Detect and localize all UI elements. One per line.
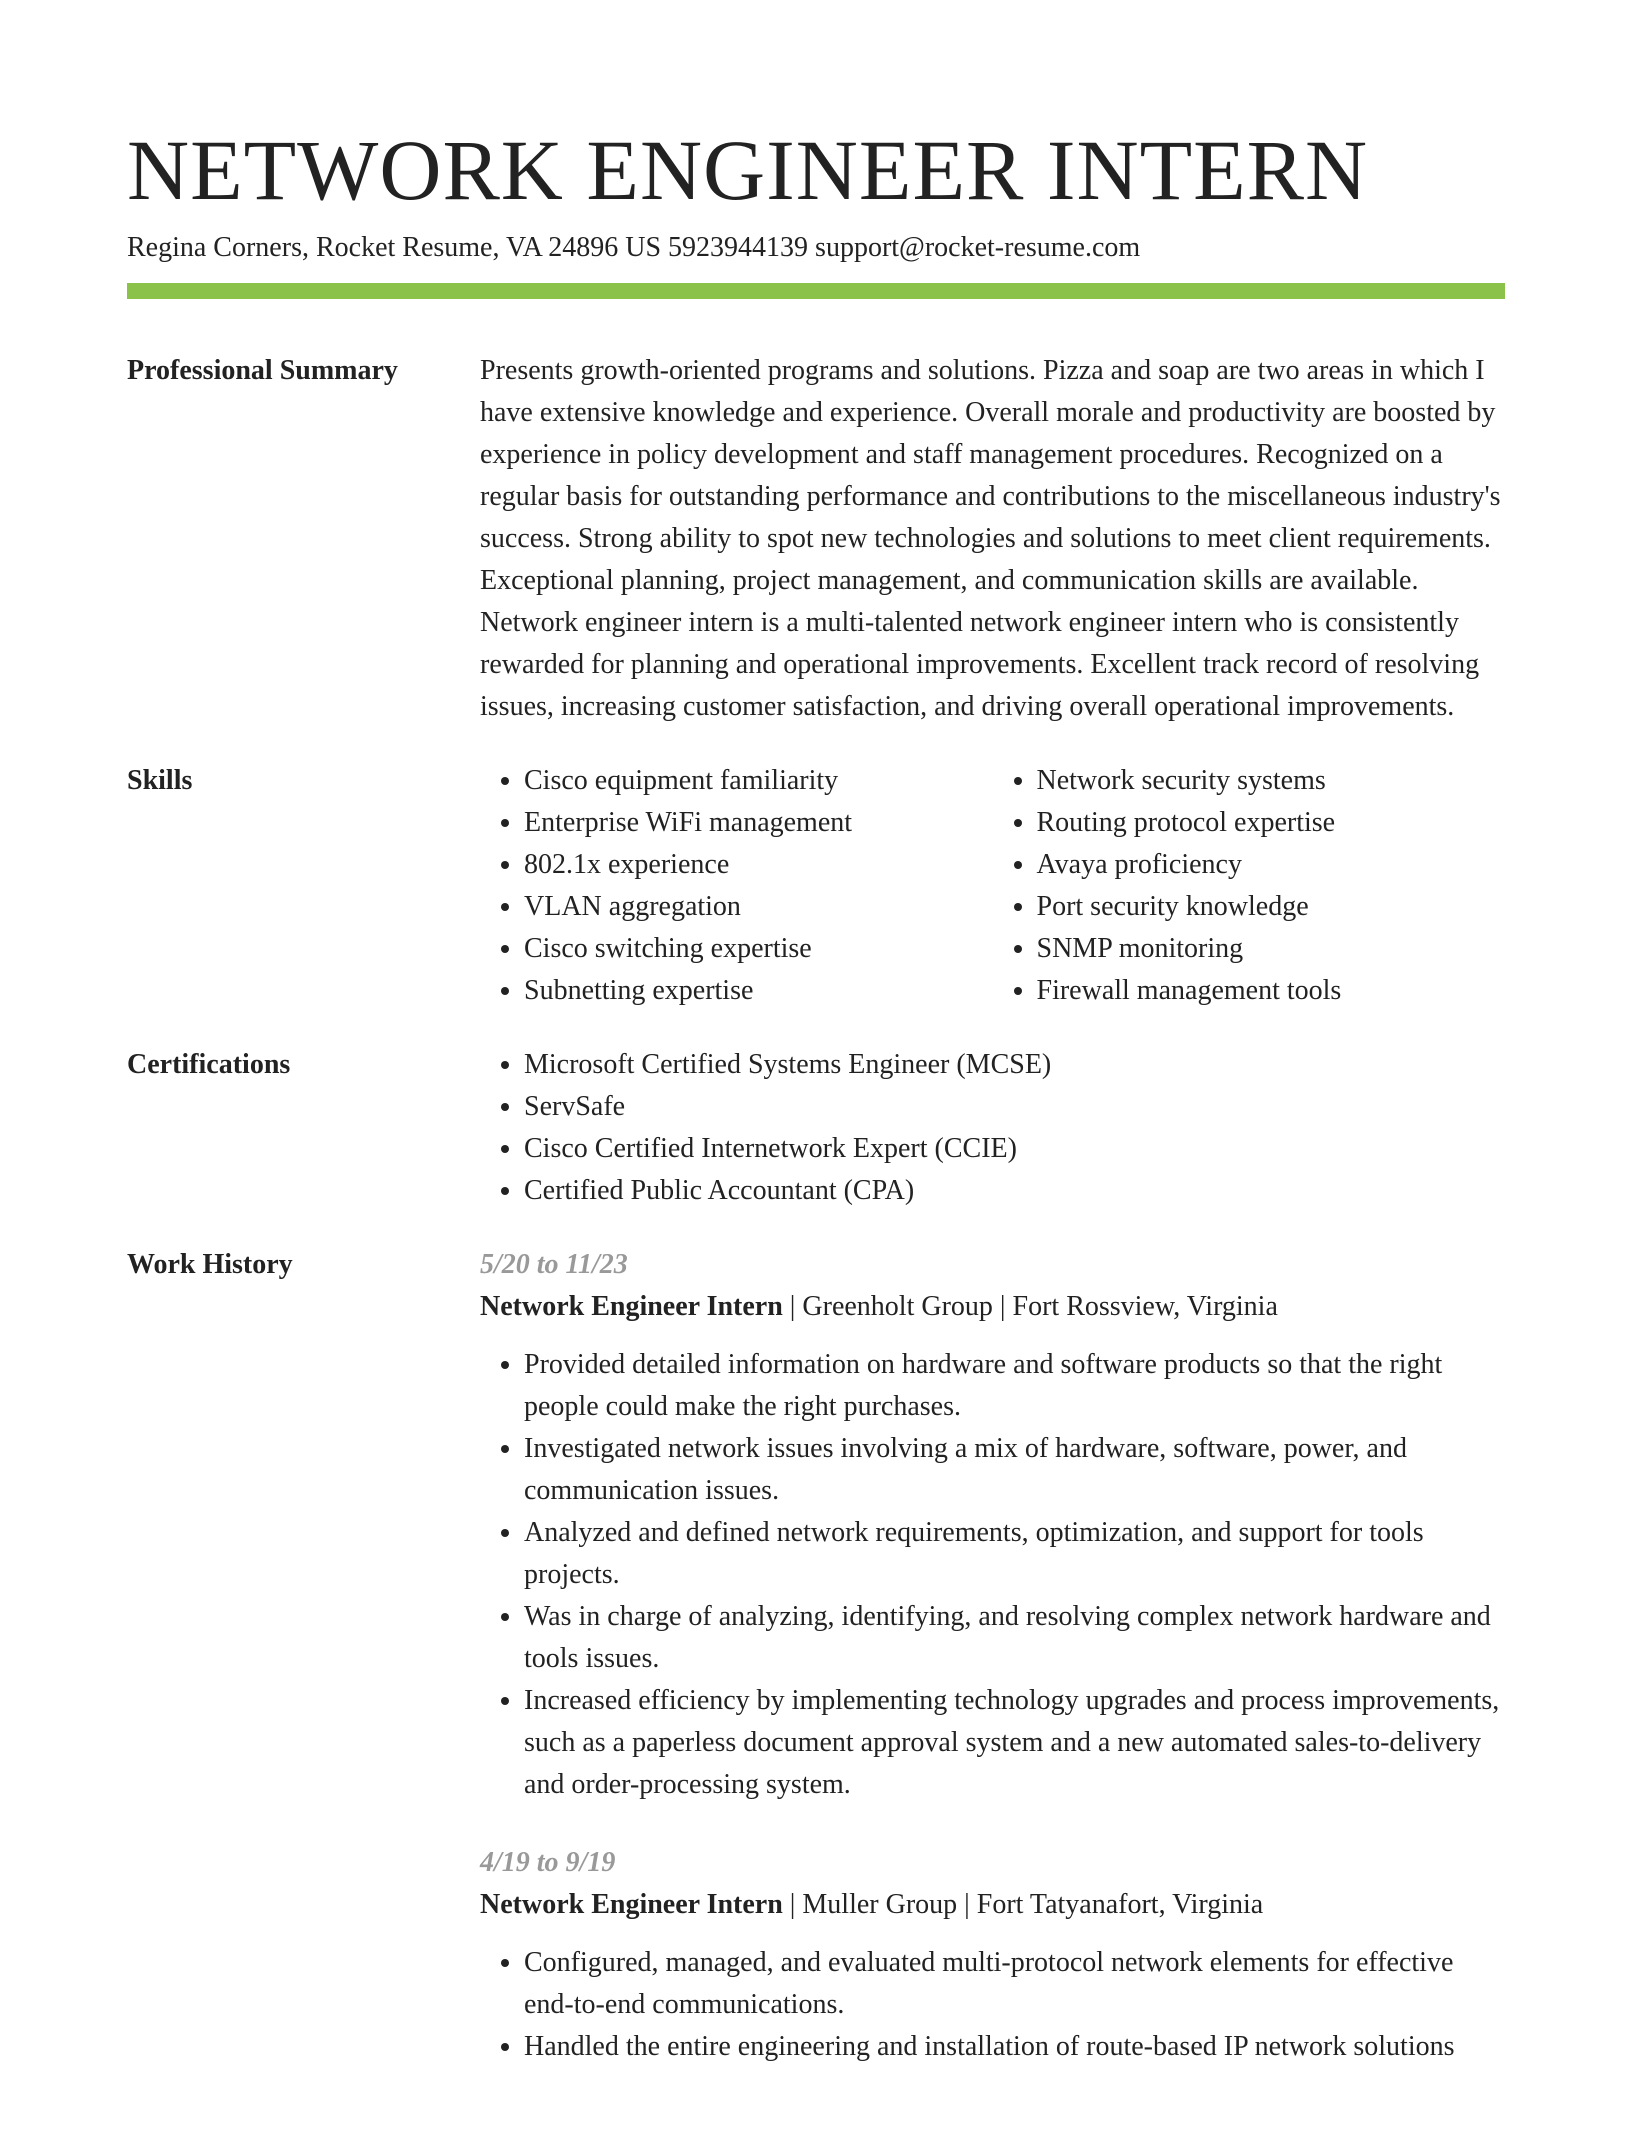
skill-item: • Routing protocol expertise	[1037, 802, 1506, 844]
job-bullet: • Investigated network issues involving a mix of hardware, software, power, and communication issues.	[524, 1428, 1505, 1512]
skill-item: • Cisco equipment familiarity	[524, 760, 993, 802]
resume-sections	[127, 350, 1505, 2136]
section-label-summary: Professional Summary	[127, 355, 398, 386]
job-bullet: • Increased efficiency by implementing technology upgrades and process improvements, such as a paperless document approval system and a new automated sales-to-delivery and order-processing system.	[524, 1680, 1505, 1806]
job-bullets	[480, 1942, 1505, 2068]
skills-section	[127, 760, 1505, 1012]
resume-header	[127, 120, 1505, 299]
job-dates: 4/19 to 9/19	[480, 1847, 616, 1878]
job-details: | Greenholt Group | Fort Rossview, Virginia	[782, 1291, 1278, 1322]
work-history-section	[127, 1244, 1505, 2104]
summary-section	[127, 350, 1505, 728]
job-bullet: • Handled the entire engineering and installation of route-based IP network solutions	[524, 2026, 1505, 2068]
certifications-section	[127, 1044, 1505, 1212]
skill-item: • Cisco switching expertise	[524, 928, 993, 970]
skill-item: • Enterprise WiFi management	[524, 802, 993, 844]
skill-item: • Network security systems	[1037, 760, 1506, 802]
certification-item: • Microsoft Certified Systems Engineer (MCSE)	[524, 1044, 1505, 1086]
section-label-certifications: Certifications	[127, 1049, 291, 1080]
job-bullet: • Analyzed and defined network requirements, optimization, and support for tools projects.	[524, 1512, 1505, 1596]
job-title: Network Engineer Intern	[480, 1291, 783, 1322]
job-bullet: • Was in charge of analyzing, identifying, and resolving complex network hardware and tools issues.	[524, 1596, 1505, 1680]
skills-list-left	[480, 760, 993, 1012]
job-entry	[480, 1842, 1505, 2068]
section-label-work-history: Work History	[127, 1249, 293, 1280]
skill-item: • 802.1x experience	[524, 844, 993, 886]
accent-divider	[127, 283, 1505, 299]
job-title: Network Engineer Intern	[480, 1889, 783, 1920]
job-dates: 5/20 to 11/23	[480, 1249, 628, 1280]
certifications-list	[480, 1044, 1505, 1212]
certification-item: • ServSafe	[524, 1086, 1505, 1128]
summary-text: Presents growth-oriented programs and solutions. Pizza and soap are two areas in which I have extensive knowledge and experience. Overall morale and productivity are boosted by experience in policy development and staff management procedures. Recognized on a regular basis for outstanding performance and contributions to the miscellaneous industry's success. Strong ability to spot new technologies and solutions to meet client requirements. Exceptional planning, project management, and communication skills are available. Network engineer intern is a multi-talented network engineer intern who is consistently rewarded for planning and operational improvements. Excellent track record of resolving issues, increasing customer satisfaction, and driving overall operational improvements.	[480, 355, 1501, 722]
resume-title: NETWORK ENGINEER INTERN	[127, 122, 1369, 218]
certification-item: • Cisco Certified Internetwork Expert (CCIE)	[524, 1128, 1505, 1170]
certification-item: • Certified Public Accountant (CPA)	[524, 1170, 1505, 1212]
skill-item: • VLAN aggregation	[524, 886, 993, 928]
contact-line: Regina Corners, Rocket Resume, VA 24896 US 5923944139 support@rocket-resume.com	[127, 232, 1141, 263]
section-label-skills: Skills	[127, 765, 193, 796]
job-bullet: • Provided detailed information on hardware and software products so that the right people could make the right purchases.	[524, 1344, 1505, 1428]
skill-item: • Firewall management tools	[1037, 970, 1506, 1012]
job-heading	[480, 1884, 1505, 1926]
job-entry	[480, 1244, 1505, 1806]
job-heading	[480, 1286, 1505, 1328]
skill-item: • Port security knowledge	[1037, 886, 1506, 928]
skill-item: • SNMP monitoring	[1037, 928, 1506, 970]
job-bullet: • Configured, managed, and evaluated multi-protocol network elements for effective end-to-end communications.	[524, 1942, 1505, 2026]
job-details: | Muller Group | Fort Tatyanafort, Virginia	[782, 1889, 1264, 1920]
job-bullets	[480, 1344, 1505, 1806]
skill-item: • Avaya proficiency	[1037, 844, 1506, 886]
skill-item: • Subnetting expertise	[524, 970, 993, 1012]
skills-list-right	[993, 760, 1506, 1012]
